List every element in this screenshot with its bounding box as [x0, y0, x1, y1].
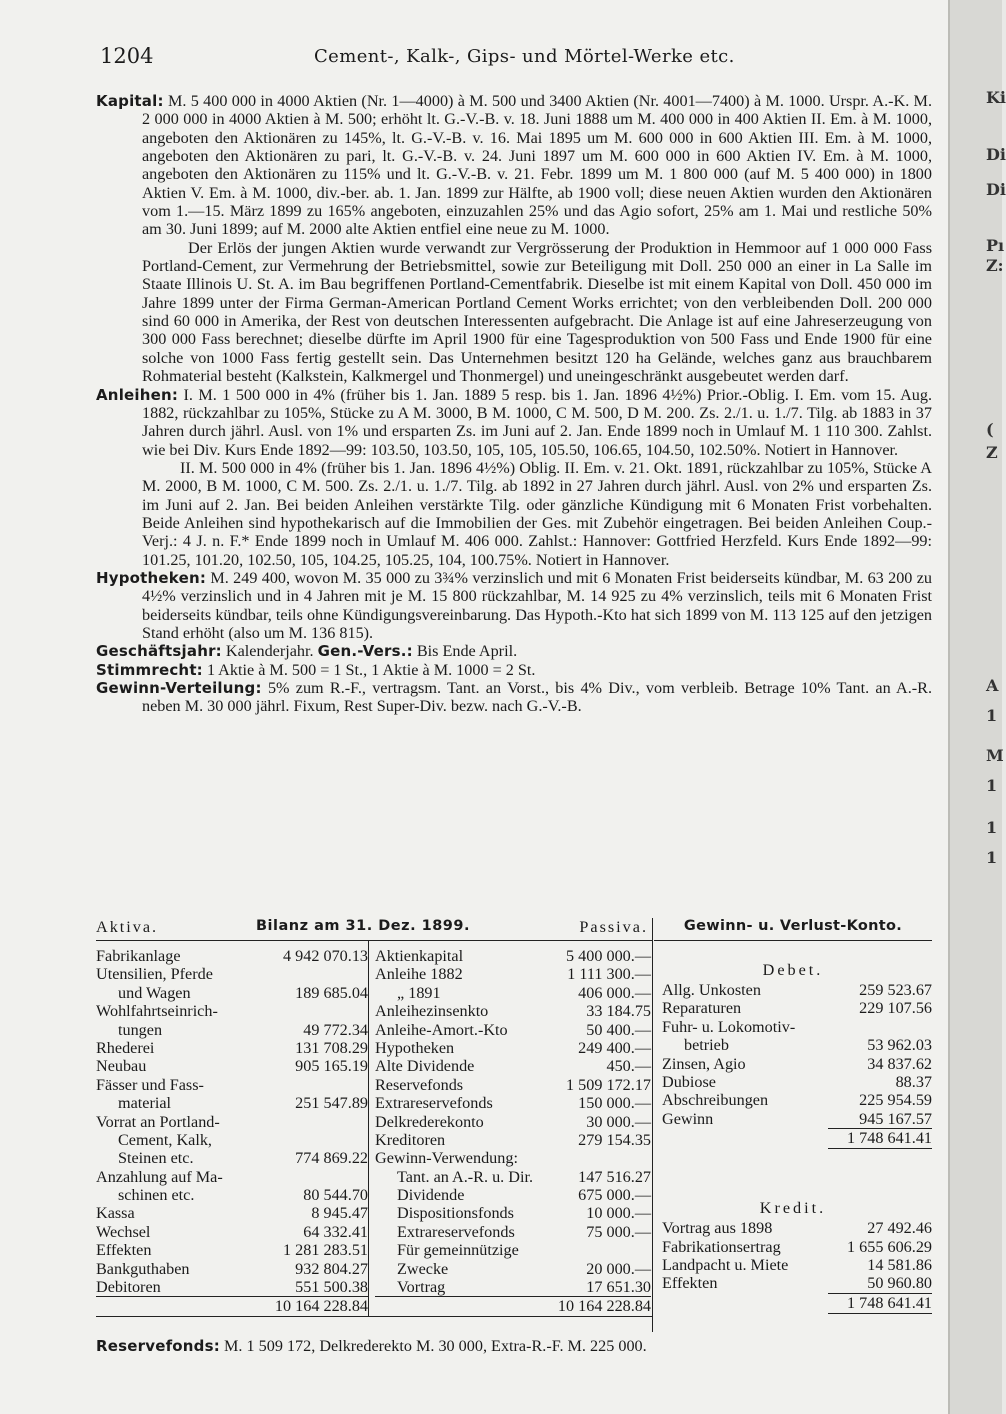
running-title: Cement-, Kalk-, Gips- und Mörtel-Werke etc.: [314, 46, 735, 67]
entry-amount: 30 000.—: [586, 1112, 651, 1131]
hypotheken-label: Hypotheken:: [96, 568, 207, 587]
kapital-label: Kapital:: [96, 92, 164, 110]
entry-label: Cement, Kalk,: [118, 1130, 212, 1149]
entry-amount: 225 954.59: [859, 1091, 932, 1110]
entry-amount: [559, 1149, 651, 1167]
geschaeftsjahr-text: Kalenderjahr.: [225, 642, 314, 661]
entry-label: Dividende: [397, 1186, 465, 1205]
entry-label: Für gemeinnützige: [397, 1241, 519, 1260]
debet-row: [662, 1091, 932, 1109]
entry-amount: 932 804.27: [295, 1259, 368, 1278]
passiva-row: [375, 1057, 651, 1075]
company-text: [96, 92, 932, 716]
entry-label: tungen: [118, 1020, 163, 1039]
edge-letter: 1: [986, 818, 998, 837]
entry-label: Fuhr- u. Lokomotiv-: [662, 1017, 796, 1036]
edge-letter: Pı: [986, 236, 1005, 255]
entry-label: Tant. an A.-R. u. Dir.: [397, 1167, 533, 1186]
entry-amount: 34 837.62: [867, 1054, 932, 1073]
passiva-label: Passiva.: [579, 918, 648, 936]
entry-amount: 675 000.—: [578, 1186, 651, 1205]
entry-label: Effekten: [96, 1241, 152, 1260]
passiva-row: [375, 1002, 651, 1020]
entry-label: Bankguthaben: [96, 1259, 190, 1278]
debet-row: [662, 1018, 932, 1036]
table-divider: [652, 918, 653, 1332]
stimmrecht-label: Stimmrecht:: [96, 660, 203, 679]
gewinnverteilung-section: [96, 679, 932, 716]
kredit-total-row: [654, 1293, 932, 1314]
aktiva-row: [96, 1113, 368, 1131]
entry-label: Rhederei: [96, 1038, 155, 1057]
gen-vers-label: Gen.-Vers.:: [317, 642, 413, 661]
aktiva-row: [96, 965, 368, 983]
entry-amount: 251 547.89: [295, 1094, 368, 1113]
entry-label: Kassa: [96, 1204, 135, 1223]
entry-amount: 150 000.—: [578, 1094, 651, 1113]
entry-amount: [276, 1076, 368, 1094]
aktiva-row: [96, 1094, 368, 1112]
entry-label: Reparaturen: [662, 999, 742, 1018]
edge-letter: 1: [986, 706, 998, 725]
aktiva-row: [96, 1186, 368, 1204]
hypotheken-section: [96, 569, 932, 642]
edge-letter: 1: [986, 776, 998, 795]
entry-amount: 10 000.—: [586, 1204, 651, 1223]
entry-label: Neubau: [96, 1057, 147, 1076]
passiva-row: [375, 1076, 651, 1094]
entry-label: Gewinn-Verwendung:: [375, 1149, 518, 1168]
debet-label: Debet.: [762, 961, 824, 979]
entry-amount: 279 154.35: [578, 1130, 651, 1149]
entry-amount: 8 945.47: [311, 1204, 368, 1223]
entry-amount: [840, 1018, 932, 1036]
debet-row: [662, 1055, 932, 1073]
entry-label: Vortrag: [397, 1278, 446, 1297]
entry-amount: 53 962.03: [867, 1036, 932, 1055]
debet-row: [662, 1110, 932, 1128]
stimmrecht-line: [96, 661, 932, 679]
kredit-total: 1 748 641.41: [828, 1293, 932, 1314]
entry-label: Fabrikationsertrag: [662, 1237, 781, 1256]
entry-amount: 406 000.—: [578, 983, 651, 1002]
aktiva-column: [96, 941, 369, 1316]
reservefonds-label: Reservefonds:: [96, 1337, 220, 1355]
reservefonds-text: M. 1 509 172, Delkrederekto M. 30 000, Extra-R.-F. M. 225 000.: [224, 1337, 647, 1355]
anleihen-text-1: I. M. 1 500 000 in 4% (früher bis 1. Jan. 1889 5 resp. bis 1. Jan. 1896 4½%) Prior.-Oblig. I. Em. vom 15. Aug. 1882, rückzahlbar zu 105%, Stücke zu A M. 3000, B M. 1000, C M. 500, D M. 200. Zs. 2./1. u. 1./7. Tilg. ab 1883 in 37 Jahren durch jährl. Ausl. von 1% und ersparten Zs. im Juni auf 2. Jan. Ende 1899 noch in Umlauf M. 1 110 300. Zahlst. wie bei Div. Kurs Ende 1892—99: 103.50, 103.50, 105, 105, 105.50, 106.65, 104.50, 102.50%. Notiert in Hannover.: [142, 385, 933, 459]
gewinnverteilung-label: Gewinn-Verteilung:: [96, 679, 262, 697]
entry-amount: 774 869.22: [295, 1149, 368, 1168]
entry-amount: 249 400.—: [578, 1038, 651, 1057]
passiva-row: [375, 1039, 651, 1057]
entry-amount: 50 960.80: [867, 1274, 932, 1293]
passiva-row: [375, 1278, 651, 1296]
entry-label: betrieb: [684, 1036, 729, 1055]
passiva-row: [375, 1113, 651, 1131]
entry-amount: 905 165.19: [295, 1057, 368, 1076]
profit-loss-account: [654, 918, 932, 1314]
entry-label: Zwecke: [397, 1259, 449, 1278]
entry-amount: 50 400.—: [586, 1020, 651, 1039]
balance-title-row: [96, 918, 652, 941]
aktiva-label: Aktiva.: [96, 918, 159, 936]
entry-label: Fabrikanlage: [96, 947, 181, 965]
aktiva-row: [96, 1149, 368, 1167]
aktiva-row: [96, 984, 368, 1002]
kredit-row: [662, 1219, 932, 1237]
edge-letter: Ki: [986, 88, 1006, 107]
kapital-text: M. 5 400 000 in 4000 Aktien (Nr. 1—4000) à M. 500 und 3400 Aktien (Nr. 4001—7400) à M. 1000. Urspr. A.-K. M. 2 000 000 in 4000 Aktien à M. 500; erhöht lt. G.-V.-B. v. 18. Juni 1888 um M. 400 000 in 400 Aktien II. Em. à M. 1000, angeboten den Aktionären zu 145%, lt. G.-V.-B. v. 16. Mai 1895 um M. 600 000 in 600 Aktien III. Em. à M. 1000, angeboten den Aktionären zu pari, lt. G.-V.-B. v. 24. Juni 1897 um M. 600 000 in 600 Aktien IV. Em. à M. 1000, angeboten den Aktionären zu 115% und lt. G.-V.-B. v. 21. Febr. 1899 um M. 1 800 000 (auf M. 5 400 000) in 1800 Aktien V. Em. à M. 1000, div.-ber. ab. 1. Jan. 1899 zur Hälfte, ab 1900 voll; diese neuen Aktien wurden den Aktionären vom 1.—15. März 1899 zu 165% angeboten, einzuzahlen 25% und das Agio sofort, 25% am 1. Mai und restliche 50% am 30. Juni 1899; auf M. 2000 alte Aktien entfiel eine neue zu M. 1000.: [142, 92, 932, 239]
edge-letter: (: [986, 420, 994, 439]
entry-label: Utensilien, Pferde: [96, 965, 213, 984]
aktiva-row: [96, 1241, 368, 1259]
edge-letter: Z:: [986, 256, 1004, 275]
aktiva-row: [96, 1002, 368, 1020]
edge-letter: Z: [986, 443, 998, 462]
entry-amount: 1 111 300.—: [567, 965, 651, 984]
edge-letter: Di: [986, 145, 1006, 164]
entry-amount: [276, 965, 368, 983]
entry-label: Anzahlung auf Ma-: [96, 1167, 223, 1186]
aktiva-row: [96, 1057, 368, 1075]
entry-amount: 20 000.—: [586, 1259, 651, 1278]
passiva-row: [375, 1168, 651, 1186]
entry-amount: 1 655 606.29: [847, 1237, 932, 1256]
gen-vers-text: Bis Ende April.: [416, 642, 518, 661]
gewinnverteilung-text: 5% zum R.-F., vertragsm. Tant. an Vorst., bis 4% Div., vom verbleib. Betrage 10% Tant. an A.-R. neben M. 30 000 jährl. Fixum, Rest Super-Div. bezw. nach G.-V.-B.: [142, 679, 933, 716]
passiva-row: [375, 1094, 651, 1112]
entry-amount: 1 509 172.17: [566, 1075, 651, 1094]
entry-label: Fässer und Fass-: [96, 1075, 204, 1094]
entry-amount: 33 184.75: [586, 1002, 651, 1021]
entry-amount: 131 708.29: [295, 1038, 368, 1057]
passiva-row: [375, 984, 651, 1002]
anleihen-label: Anleihen:: [96, 385, 179, 404]
entry-label: Effekten: [662, 1274, 718, 1293]
page-number: 1204: [100, 44, 154, 68]
profit-loss-title: Gewinn- u. Verlust-Konto.: [654, 918, 932, 941]
aktiva-row: [96, 1076, 368, 1094]
balance-title: Bilanz am 31. Dez. 1899.: [256, 918, 470, 934]
entry-amount: 189 685.04: [295, 983, 368, 1002]
kredit-label: Kredit.: [759, 1199, 827, 1218]
entry-amount: 147 516.27: [578, 1167, 651, 1186]
entry-amount: 945 167.57: [859, 1109, 932, 1128]
entry-amount: 80 544.70: [303, 1186, 368, 1205]
kapital-paragraph-2: Der Erlös der jungen Aktien wurde verwandt zur Vergrösserung der Produktion in Hemmoor auf 1 000 000 Fass Portland-Cement, zur Vermehrung der Betriebsmittel, sowie zur Beteiligung mit Doll. 250 000 an einer in La Salle im Staate Illinois U. St. A. im Bau begriffenen Portland-Cementfabrik. Dieselbe ist mit einem Kapital von Doll. 450 000 im Jahre 1899 unter der Firma German-American Portland Cement Works errichtet; von den verbleibenden Doll. 200 000 sind 60 000 in Amerika, der Rest von deutschen Interessenten aufgebracht. Die Anlage ist auf eine Jahreserzeugung von 300 000 Fass berechnet; dieselbe dürfte im April 1900 für eine Tagesproduktion von 500 Fass und Ende 1900 für eine solche von 1000 Fass fertig gestellt sein. Das Unternehmen besitzt 120 ha Gelände, welches ganz aus brauchbarem Rohmaterial besteht (Kalkstein, Kalkmergel und Thonmergel) und uneingeschränkt ausgebeutet werden darf.: [142, 238, 932, 386]
aktiva-row: [96, 1278, 368, 1296]
balance-sheet: [96, 918, 652, 1317]
entry-amount: 27 492.46: [867, 1219, 932, 1238]
entry-label: Hypotheken: [375, 1038, 455, 1057]
entry-label: material: [118, 1094, 172, 1113]
entry-label: Vortrag aus 1898: [662, 1219, 773, 1238]
passiva-row: [375, 1204, 651, 1222]
page-header: [100, 44, 930, 72]
edge-letter: Di: [986, 180, 1006, 199]
entry-amount: 64 332.41: [303, 1222, 368, 1241]
entry-label: Extrareservefonds: [397, 1222, 515, 1241]
entry-label: und Wagen: [118, 983, 191, 1002]
entry-label: Wohlfahrtseinrich-: [96, 1002, 218, 1021]
passiva-row: [375, 965, 651, 983]
passiva-row: [375, 1186, 651, 1204]
debet-total: 1 748 641.41: [828, 1128, 932, 1149]
aktiva-row: [96, 1021, 368, 1039]
entry-amount: [276, 1113, 368, 1131]
entry-label: Debitoren: [96, 1278, 161, 1297]
entry-label: Extrareservefonds: [375, 1094, 493, 1113]
balance-columns: [96, 941, 652, 1317]
passiva-row: [375, 1223, 651, 1241]
entry-amount: 259 523.67: [859, 981, 932, 999]
aktiva-total-row: [96, 1296, 368, 1315]
entry-label: schinen etc.: [118, 1186, 195, 1205]
aktiva-row: [96, 1131, 368, 1149]
stimmrecht-text: 1 Aktie à M. 500 = 1 St., 1 Aktie à M. 1000 = 2 St.: [206, 660, 536, 679]
entry-label: Dispositionsfonds: [397, 1204, 514, 1223]
entry-amount: 5 400 000.—: [566, 947, 651, 965]
entry-label: Vorrat an Portland-: [96, 1112, 220, 1131]
entry-label: Landpacht u. Miete: [662, 1255, 789, 1274]
debet-row: [662, 1073, 932, 1091]
aktiva-row: [96, 1039, 368, 1057]
reservefonds-line: [96, 1337, 932, 1356]
aktiva-row: [96, 1260, 368, 1278]
entry-label: Kreditoren: [375, 1130, 446, 1149]
entry-amount: 450.—: [606, 1057, 651, 1076]
kredit-row: [662, 1274, 932, 1292]
entry-label: Abschreibungen: [662, 1091, 769, 1110]
edge-letter: 1: [986, 848, 998, 867]
entry-label: Anleihe 1882: [375, 965, 463, 984]
kredit-rows: [654, 1219, 932, 1293]
geschaeftsjahr-label: Geschäftsjahr:: [96, 642, 222, 661]
kredit-row: [662, 1238, 932, 1256]
entry-amount: 14 581.86: [867, 1255, 932, 1274]
adjacent-page-edge: [948, 0, 1006, 1414]
passiva-row: [375, 1241, 651, 1259]
anleihen-section: [96, 386, 932, 459]
entry-label: Gewinn: [662, 1109, 714, 1128]
total-amount: 10 164 228.84: [557, 1297, 651, 1316]
aktiva-row: [96, 947, 368, 965]
entry-label: Dubiose: [662, 1072, 716, 1091]
passiva-row: [375, 1149, 651, 1167]
entry-amount: [276, 1131, 368, 1149]
passiva-row: [375, 1021, 651, 1039]
entry-amount: 88.37: [895, 1072, 932, 1091]
entry-amount: 551 500.38: [295, 1278, 368, 1297]
entry-amount: 49 772.34: [303, 1020, 368, 1039]
passiva-row: [375, 947, 651, 965]
entry-label: Aktienkapital: [375, 947, 464, 965]
passiva-total-row: [375, 1296, 651, 1315]
debet-rows: [654, 981, 932, 1128]
entry-label: Zinsen, Agio: [662, 1054, 746, 1073]
entry-amount: 17 651.30: [586, 1278, 651, 1297]
total-amount: 10 164 228.84: [274, 1297, 368, 1316]
passiva-column: [369, 941, 651, 1316]
entry-label: Anleihezinsenkto: [375, 1002, 489, 1021]
entry-amount: 229 107.56: [859, 999, 932, 1018]
entry-label: Anleihe-Amort.-Kto: [375, 1020, 508, 1039]
passiva-row: [375, 1260, 651, 1278]
entry-label: Steinen etc.: [118, 1149, 194, 1168]
entry-label: Alte Dividende: [375, 1057, 475, 1076]
entry-label: Allg. Unkosten: [662, 981, 761, 999]
entry-amount: [276, 1168, 368, 1186]
kredit-row: [662, 1256, 932, 1274]
geschaeftsjahr-line: [96, 642, 932, 660]
entry-amount: 75 000.—: [586, 1222, 651, 1241]
entry-label: „ 1891: [397, 983, 441, 1002]
entry-label: Reservefonds: [375, 1075, 464, 1094]
aktiva-row: [96, 1168, 368, 1186]
debet-total-row: [654, 1128, 932, 1149]
entry-amount: [559, 1241, 651, 1259]
debet-row: [662, 999, 932, 1017]
debet-row: [662, 981, 932, 999]
kapital-section: [96, 92, 932, 239]
entry-amount: 4 942 070.13: [283, 947, 368, 965]
anleihen-text-2: II. M. 500 000 in 4% (früher bis 1. Jan. 1896 4½%) Oblig. II. Em. v. 21. Okt. 1891, rückzahlbar zu 105%, Stücke A M. 2000, B M. 1000, C M. 500. Zs. 2./1. u. 1./7. Tilg. ab 1892 in 27 Jahren durch jährl. Ausl. von 2% und ersparten Zs. im Juni auf 2. Jan. Bei beiden Anleihen verstärkte Tilg. oder gänzliche Kündigung mit 6 Monaten Frist vorbehalten. Beide Anleihen sind hypothekarisch auf die Immobilien der Ges. mit Zubehör eingetragen. Bei beiden Anleihen Coup.-Verj.: 4 J. n. F.* Ende 1899 noch in Umlauf M. 406 000. Zahlst.: Hannover: Gottfried Herzfeld. Kurs Ende 1892—99: 101.25, 101.20, 102.50, 105, 104.25, 105.25, 104, 100.75%. Notiert in Hannover.: [142, 458, 932, 569]
entry-amount: [276, 1002, 368, 1020]
entry-label: Delkrederekonto: [375, 1112, 484, 1131]
entry-label: Wechsel: [96, 1222, 151, 1241]
debet-row: [662, 1036, 932, 1054]
passiva-row: [375, 1131, 651, 1149]
aktiva-row: [96, 1204, 368, 1222]
edge-letter: A: [986, 676, 999, 695]
aktiva-row: [96, 1223, 368, 1241]
hypotheken-text: M. 249 400, wovon M. 35 000 zu 3¾% verzinslich und mit 6 Monaten Frist beiderseits kündbar, M. 63 200 zu 4½% verzinslich und in 4 Jahren mit je M. 15 800 rückzahlbar, M. 14 925 zu 4% verzinslich, teils mit 6 Monaten Frist beiderseits kündbar, teils ohne Kündigungsvereinbarung. Das Hypoth.-Kto hat sich 1899 von M. 113 125 auf den jetzigen Stand erhöht (also um M. 136 815).: [142, 568, 932, 642]
entry-amount: 1 281 283.51: [283, 1241, 368, 1260]
edge-letter: M: [986, 746, 1004, 765]
